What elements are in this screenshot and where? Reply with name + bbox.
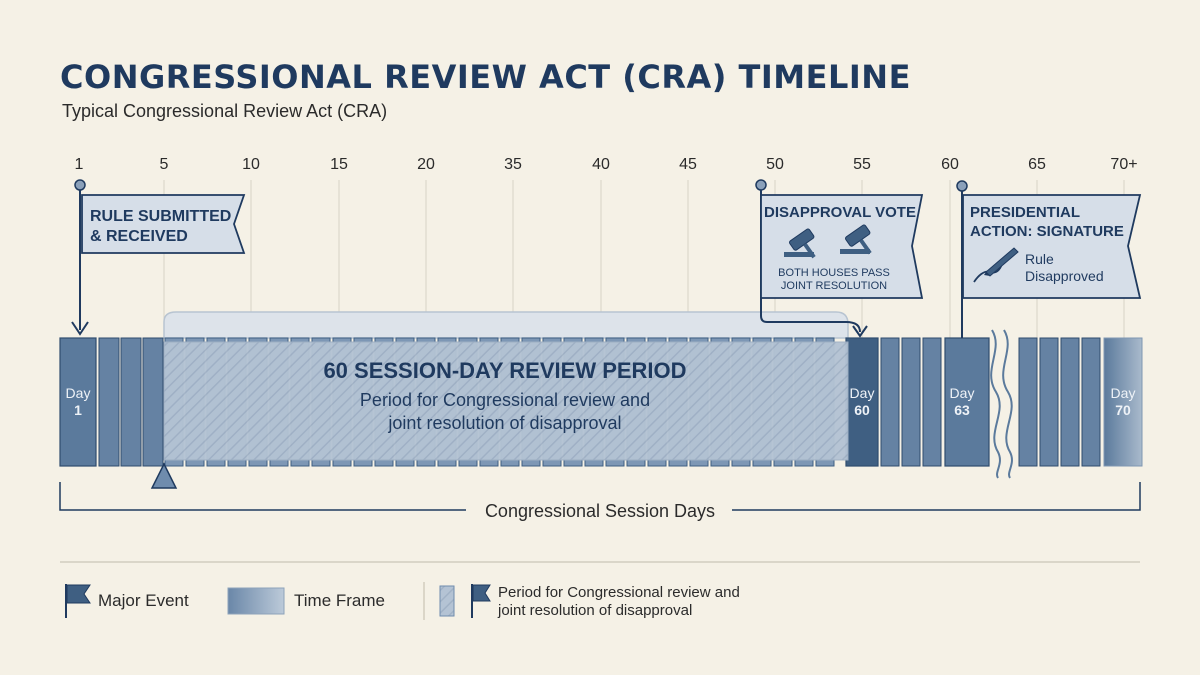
day-marker-number: 1	[74, 402, 82, 418]
day-marker-word: Day	[65, 385, 91, 401]
legend-hatch-swatch	[440, 586, 454, 616]
rule-submitted-line1: RULE SUBMITTED	[90, 208, 232, 225]
legend-time-frame-swatch	[228, 588, 284, 614]
page-title: CONGRESSIONAL REVIEW ACT (CRA) TIMELINE	[60, 58, 911, 96]
presidential-action-line2: ACTION: SIGNATURE	[970, 223, 1124, 240]
page-subtitle: Typical Congressional Review Act (CRA)	[62, 101, 388, 121]
day-marker-word: Day	[949, 385, 975, 401]
tick-label: 20	[417, 156, 435, 173]
tick-label: 55	[853, 156, 871, 173]
event-presidential-action	[957, 181, 1140, 338]
disapproval-vote-title: DISAPPROVAL VOTE	[764, 204, 916, 221]
day-marker-word: Day	[1110, 385, 1136, 401]
tick-label: 5	[159, 156, 169, 173]
presidential-action-detail-line1: Rule	[1025, 251, 1054, 267]
tick-label: 10	[242, 156, 260, 173]
disapproval-vote-detail-line2: JOINT RESOLUTION	[780, 280, 888, 292]
legend-period-line1: Period for Congressional review and	[498, 584, 740, 601]
tick-label: 40	[592, 156, 610, 173]
axis-tick-labels	[75, 156, 1138, 173]
day-marker-word: Day	[849, 385, 875, 401]
legend-major-event: Major Event	[98, 591, 189, 610]
disapproval-vote-detail-line1: BOTH HOUSES PASS	[778, 267, 890, 279]
review-period-desc-line2: joint resolution of disapproval	[388, 413, 622, 433]
day-block	[99, 338, 119, 466]
tick-label: 70+	[1110, 156, 1138, 173]
rule-submitted-line2: & RECEIVED	[90, 228, 188, 245]
tick-label: 45	[679, 156, 697, 173]
tick-label: 60	[941, 156, 959, 173]
flag-icon	[472, 584, 490, 618]
tick-label: 50	[766, 156, 784, 173]
day-block	[121, 338, 141, 466]
day-marker-number: 70	[1115, 402, 1131, 418]
day-block	[1019, 338, 1037, 466]
day-block	[902, 338, 920, 466]
day-block	[881, 338, 899, 466]
day-block	[1082, 338, 1100, 466]
flag-icon	[66, 584, 90, 618]
tick-label: 65	[1028, 156, 1046, 173]
review-start-marker	[152, 464, 176, 488]
legend	[66, 582, 740, 620]
tick-label: 1	[74, 156, 84, 173]
day-marker-number: 60	[854, 402, 870, 418]
day-block	[143, 338, 163, 466]
legend-period-line2: joint resolution of disapproval	[498, 602, 693, 619]
presidential-action-detail-line2: Disapproved	[1025, 268, 1104, 284]
day-marker-number: 63	[954, 402, 970, 418]
session-days-label: Congressional Session Days	[484, 501, 716, 521]
review-period-bracket	[164, 312, 848, 338]
tick-label: 15	[330, 156, 348, 173]
day-block	[1040, 338, 1058, 466]
event-rule-submitted	[72, 180, 244, 334]
tick-label: 35	[504, 156, 522, 173]
day-block	[1061, 338, 1079, 466]
legend-time-frame: Time Frame	[294, 591, 385, 610]
presidential-action-line1: PRESIDENTIAL	[970, 204, 1081, 221]
review-period-desc-line1: Period for Congressional review and	[359, 390, 651, 410]
review-period-title: 60 SESSION-DAY REVIEW PERIOD	[323, 358, 687, 383]
day-block	[923, 338, 941, 466]
